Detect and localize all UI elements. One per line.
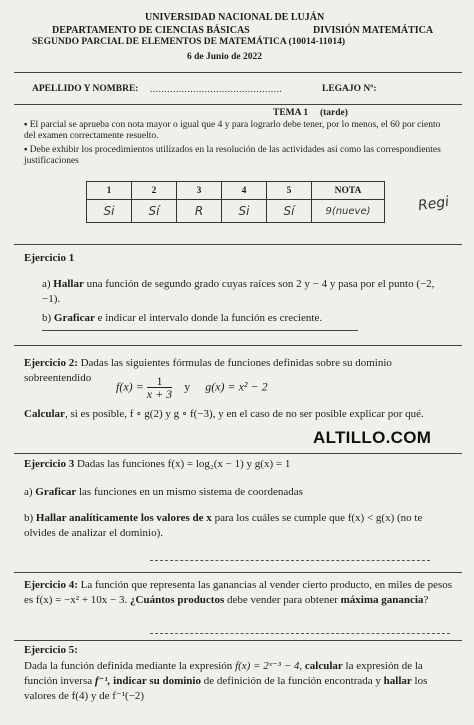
grade-header-nota: NOTA [312, 182, 385, 200]
ej2-intro: Ejercicio 2: Dadas las siguientes fórmulas de funciones definidas sobre su dominio sobreentendido [24, 357, 392, 384]
grade-mark: Sí [267, 200, 312, 223]
handwritten-scribble: Regi [417, 193, 451, 215]
tema-number: TEMA 1 [273, 108, 309, 118]
ej1-title: Ejercicio 1 [24, 252, 75, 264]
ej2-calc: Calcular, si es posible, f ∘ g(2) y g ∘ f(−3), y en el caso de no ser posible explicar por qué. [24, 408, 424, 420]
name-dots: .............................................. [150, 85, 283, 95]
grade-header: 1 [87, 182, 132, 200]
exam-date: 6 de Junio de 2022 [187, 52, 262, 62]
ej1-item-b: b) Graficar e indicar el intervalo donde la función es creciente. [42, 312, 323, 324]
legajo-label: LEGAJO Nº: [322, 84, 377, 94]
division-name: DIVISIÓN MATEMÁTICA [313, 25, 434, 36]
grade-mark: Si [222, 200, 267, 223]
name-label: APELLIDO Y NOMBRE: [32, 84, 139, 94]
fraction: $\frac{1}{x + 3}$ [146, 374, 173, 401]
section-divider [14, 640, 462, 641]
grade-header: 3 [177, 182, 222, 200]
ej3-item-a: a) Graficar las funciones en un mismo sistema de coordenadas [24, 486, 303, 498]
grade-mark: Sí [132, 200, 177, 223]
section-divider [14, 453, 462, 454]
answer-line [150, 560, 430, 561]
rule-2: ▪ Debe exhibir los procedimientos utilizados en la resolución de las actividades así como las correspondientes justificaciones [24, 145, 441, 166]
rule-1: ▪ El parcial se aprueba con nota mayor o igual que 4 y para lograrlo debe tener, por lo menos, el 60 por ciento del examen correctamente resuelto. [24, 120, 441, 141]
grades-marks-row [87, 200, 385, 223]
grade-mark: R [177, 200, 222, 223]
tema-label [273, 108, 348, 119]
section-divider [42, 330, 358, 331]
header-divider [14, 72, 462, 73]
ej4-text: Ejercicio 4: La función que representa las ganancias al vender cierto producto, en miles de pesos es f(x) = −x² + 10x − 3. ¿Cuántos productos debe vender para obtener máxima ganancia? [24, 579, 453, 606]
ej2-formulas: f(x) = $\frac{1}{x + 3}$ y g(x) = x² − 2 [116, 374, 268, 401]
ej3-item-b: b) Hallar analíticamente los valores de x para los cuáles se cumple que f(x) < g(x) (no te olvides de analizar el dominio). [24, 512, 423, 539]
grade-mark-nota: 9(nueve) [312, 200, 385, 223]
department-name: DEPARTAMENTO DE CIENCIAS BÁSICAS [52, 25, 250, 36]
section-divider [14, 244, 462, 245]
exam-title: SEGUNDO PARCIAL DE ELEMENTOS DE MATEMÁTICA (10014-11014) [32, 37, 346, 47]
university-name: UNIVERSIDAD NACIONAL DE LUJÁN [145, 12, 325, 23]
grade-header: 2 [132, 182, 177, 200]
answer-line [150, 633, 450, 634]
ej5-text: Dada la función definida mediante la expresión f(x) = 2ˣ⁻³ − 4, calcular la expresión de la función inversa f⁻¹, indicar su dominio de definición de la función encontrada y hallar los valores de f(4) y de f⁻¹(−2) [24, 660, 428, 702]
section-divider [14, 572, 462, 573]
section-divider [14, 345, 462, 346]
grade-header: 5 [267, 182, 312, 200]
bullet: ▪ [24, 120, 30, 130]
ej3-intro: Ejercicio 3 Dadas las funciones f(x) = log₂(x − 1) y g(x) = 1 [24, 458, 291, 470]
grade-header: 4 [222, 182, 267, 200]
grades-header-row [87, 182, 385, 200]
grade-mark: Si [87, 200, 132, 223]
watermark: ALTILLO.COM [313, 428, 432, 447]
ej1-item-a: a) Hallar una función de segundo grado cuyas raíces son 2 y − 4 y pasa por el punto (−2, −1). [42, 278, 435, 305]
student-divider [14, 104, 462, 105]
bullet: ▪ [24, 145, 30, 155]
tema-shift: (tarde) [319, 108, 348, 118]
ej5-title: Ejercicio 5: [24, 644, 78, 656]
grades-table [86, 181, 385, 223]
